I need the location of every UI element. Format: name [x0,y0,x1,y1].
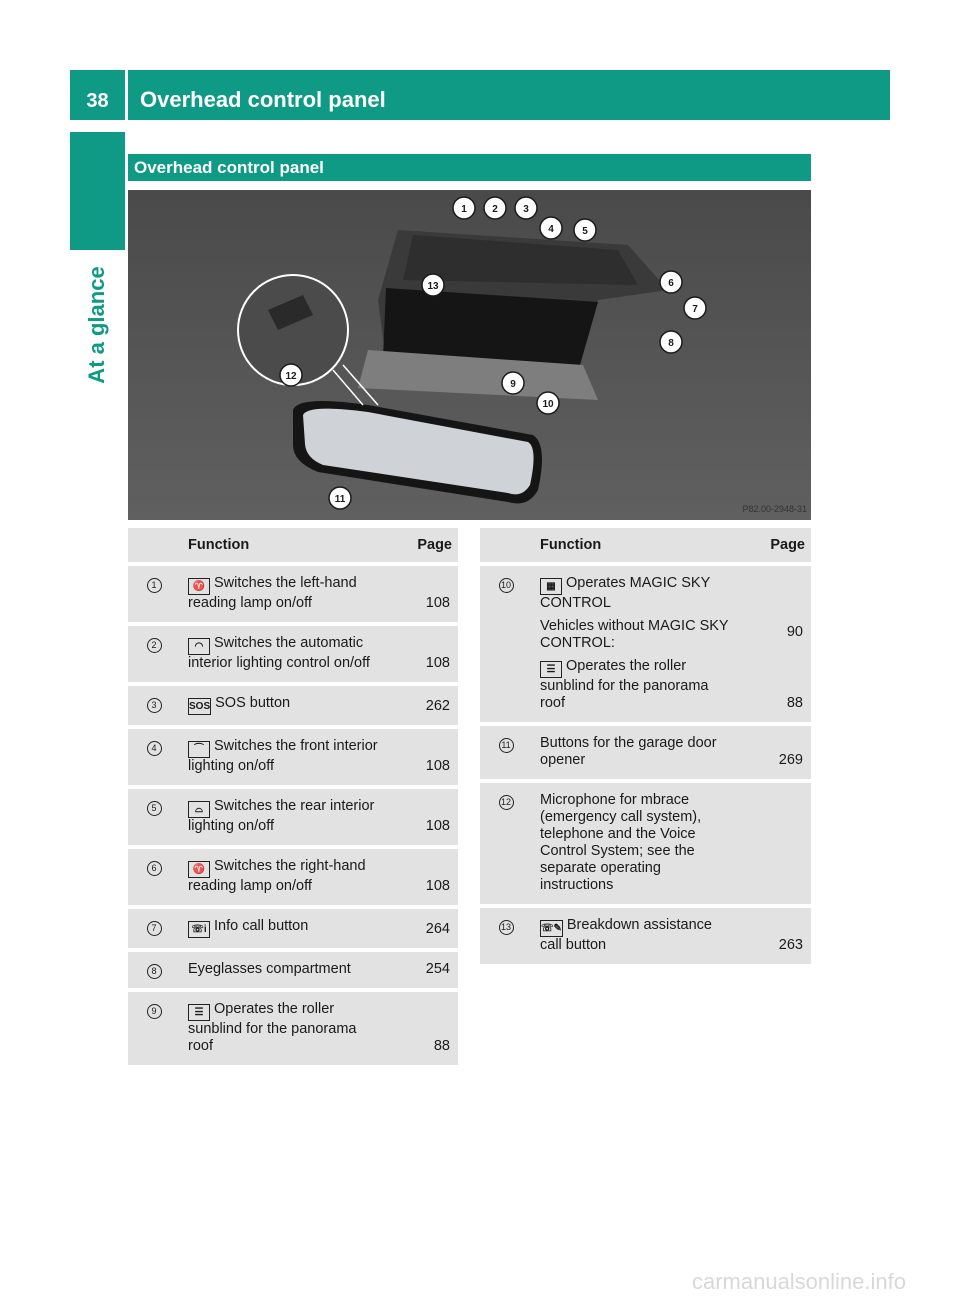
page-ref: 254 [386,950,458,990]
function-text: Eyeglasses compartment [188,961,351,977]
auto-interior-light-icon: ◠ [188,638,210,655]
reading-lamp-icon: ♈ [188,578,210,595]
svg-text:10: 10 [542,399,554,410]
svg-text:7: 7 [692,304,698,315]
function-text: Operates MAGIC SKY CONTROL [540,575,710,611]
table-row [128,727,458,787]
side-tab [70,250,125,400]
item-number: 12 [499,795,514,810]
page-ref: 262 [386,684,458,727]
sos-icon: SOS [188,698,211,715]
item-number: 2 [147,638,162,653]
function-text: Operates the roller sunblind for the panorama roof [188,1001,357,1054]
function-text: Switches the front interior lighting on/off [188,738,378,774]
item-number: 5 [147,801,162,816]
table-row [128,907,458,950]
item-number: 4 [147,741,162,756]
header-num [480,528,532,564]
rear-interior-light-icon: ⌓ [188,801,210,818]
table-row [480,781,811,906]
function-text: Microphone for mbrace (emergency call system), telephone and the Voice Control System; see the separate operating instructions [540,792,702,893]
sub-page-ref: 88 [786,695,803,711]
svg-text:5: 5 [582,226,588,237]
page-ref: 108 [386,624,458,684]
page-ref: 108 [386,727,458,787]
item-number: 9 [147,1004,162,1019]
svg-text:13: 13 [427,281,439,292]
table-row [128,950,458,990]
table-row [480,906,811,966]
function-text: Switches the automatic interior lighting control on/off [188,635,370,671]
table-header-row [128,528,458,564]
page-number: 38 [86,90,109,112]
header-page: Page [742,528,811,564]
page-ref: 88 [386,990,458,1067]
front-interior-light-icon: ⌒ [188,741,210,758]
svg-text:6: 6 [668,278,674,289]
info-call-icon: ☏i [188,921,210,938]
function-table-left [128,528,458,1069]
item-number: 10 [499,578,514,593]
svg-text:4: 4 [548,224,554,235]
table-row [128,684,458,727]
function-text: Breakdown assistance call button [540,917,712,953]
table-row [480,724,811,781]
svg-text:1: 1 [461,204,467,215]
reading-lamp-icon: ♈ [188,861,210,878]
item-number: 13 [499,920,514,935]
item-number: 3 [147,698,162,713]
svg-text:11: 11 [334,494,346,505]
header-page: Page [386,528,458,564]
svg-text:2: 2 [492,204,498,215]
item-number: 6 [147,861,162,876]
side-color-block [70,132,125,250]
page-ref: 263 [742,906,811,966]
magic-sky-icon: ▦ [540,578,562,595]
header-divider [125,70,128,120]
page-ref [742,781,811,906]
side-tab-label: At a glance [84,266,109,384]
svg-text:3: 3 [523,204,529,215]
sub-function-text: Operates the roller sunblind for the panorama roof [540,658,709,711]
function-text: SOS button [215,695,291,711]
page-ref: 108 [386,564,458,624]
header-function: Function [180,528,386,564]
table-row [128,847,458,907]
function-text: Switches the rear interior lighting on/off [188,798,375,834]
table-row [480,564,811,724]
section-title: Overhead control panel [134,158,324,177]
page-ref: 108 [386,847,458,907]
item-number: 7 [147,921,162,936]
page-ref: 90 [786,624,803,640]
item-number: 8 [147,964,162,979]
function-text: Info call button [214,918,309,934]
header-num [128,528,180,564]
table-header-row [480,528,811,564]
function-table-right [480,528,811,968]
page-ref: 269 [742,724,811,781]
table-row [128,564,458,624]
breakdown-call-icon: ☏✎ [540,920,563,937]
page-ref: 108 [386,787,458,847]
function-text: Buttons for the garage door opener [540,735,717,768]
sub-text: Vehicles without MAGIC SKY CONTROL: [540,618,729,651]
table-row [128,787,458,847]
svg-text:8: 8 [668,338,674,349]
header-function: Function [532,528,742,564]
function-text: Switches the right-hand reading lamp on/off [188,858,366,894]
photo-code: P82.00-2948-31 [742,504,807,514]
roller-sunblind-icon: ☰ [540,661,562,678]
table-row [128,990,458,1067]
overhead-panel-photo [128,190,811,520]
page-title: Overhead control panel [140,87,386,112]
item-number: 11 [499,738,514,753]
table-row [128,624,458,684]
svg-text:9: 9 [510,379,516,390]
roller-sunblind-icon: ☰ [188,1004,210,1021]
item-number: 1 [147,578,162,593]
svg-text:12: 12 [285,371,297,382]
page-ref: 264 [386,907,458,950]
watermark: carmanualsonline.info [691,1269,906,1294]
function-text: Switches the left-hand reading lamp on/off [188,575,357,611]
photo-illustration [128,190,811,520]
